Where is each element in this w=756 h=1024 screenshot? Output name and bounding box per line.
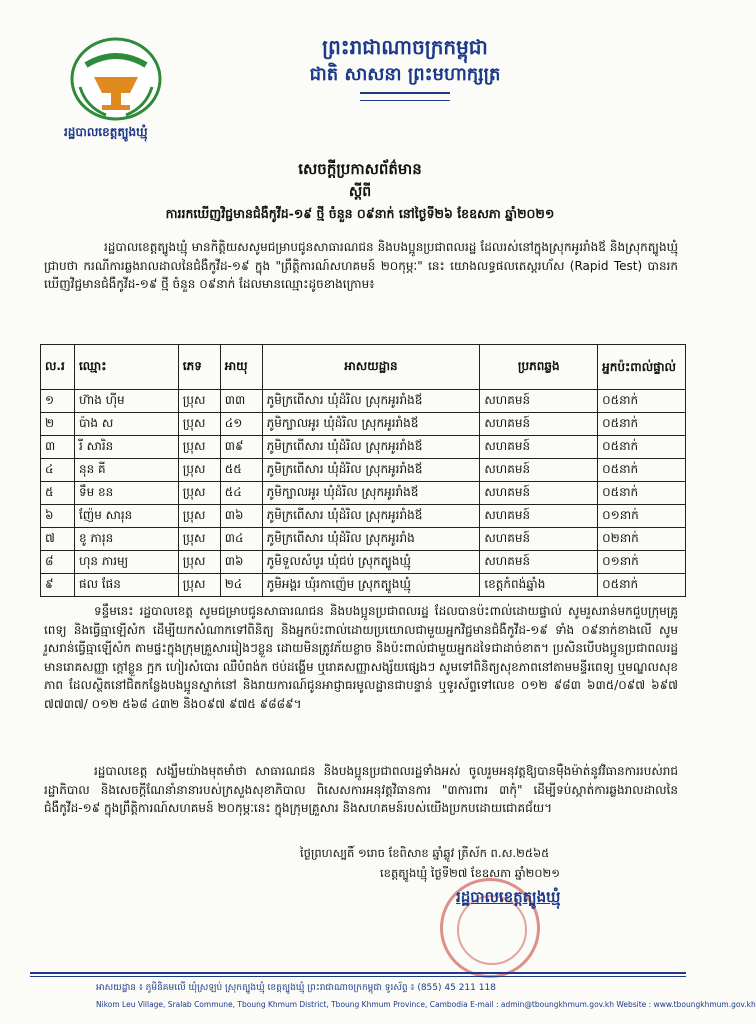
cell-name: ប៉ាង ស — [74, 413, 178, 436]
col-header-name: ឈ្មោះ — [74, 345, 178, 390]
cases-table — [40, 344, 686, 597]
closing-paragraph: រដ្ឋបាលខេត្ត សង្ឃឹមយ៉ាងមុតមាំថា សាធារណជន និងបងប្អូនប្រជាពលរដ្ឋទាំងអស់ ចូលរួមអនុវត្តឱ្យបានម៉ឺងម៉ាត់នូវវិធានការរបស់រាជរដ្ឋាភិបាល និងសេចក្តីណែនាំនានារបស់ក្រសួងសុខាភិបាល ពិសេសការអនុវត្តវិធានការ "៣ការពារ ៣កុំ" ដើម្បីទប់ស្កាត់ការឆ្លងរាលដាលនៃជំងឺកូវីដ-១៩ ក្នុងព្រឹត្តិការណ៍សហគមន៍ ២០កុម្ភៈនេះ ក្នុងក្រុមគ្រួសារ និងសហគមន៍របស់យើងប្រកបដោយជោគជ័យ។ — [44, 764, 678, 815]
cell-sex: ប្រុស — [178, 505, 220, 528]
footer-divider-thin — [30, 976, 686, 977]
cell-no: ២ — [41, 413, 75, 436]
cell-address: ភូមិក្រពើសារ ឃុំដំរិល ស្រុកអូររាំងឪ — [262, 459, 480, 482]
cell-contacts: ០៥នាក់ — [598, 436, 686, 459]
cell-contacts: ០៥នាក់ — [598, 390, 686, 413]
cell-address: ភូមិក្បាលអូរ ឃុំដំរិល ស្រុកអូររាំងឪ — [262, 482, 480, 505]
cell-address: ភូមិក្រពើសារ ឃុំដំរិល ស្រុកអូររាំងឪ — [262, 390, 480, 413]
cell-source: សហគមន៍ — [480, 390, 598, 413]
cell-sex: ប្រុស — [178, 574, 220, 597]
national-motto: ជាតិ សាសនា ព្រះមហាក្សត្រ — [309, 64, 501, 85]
table-header-row — [41, 345, 686, 390]
cell-contacts: ០៥នាក់ — [598, 459, 686, 482]
document-title: សេចក្តីប្រកាសព័ត៌មាន — [298, 160, 422, 178]
footer-address-en: Nikom Leu Village, Sralab Commune, Tboung Khmum District, Tboung Khmum Province, Cambodia E-mail : admin@tboungkhmum.gov.kh Website : www.tboungkhmum.gov.kh — [96, 1000, 756, 1009]
intro-paragraph: រដ្ឋបាលខេត្តត្បូងឃ្មុំ មានកិត្តិយសសូមជម្រាបជូនសាធារណជន និងបងប្អូនប្រជាពលរដ្ឋ ដែលរស់នៅក្នុងស្រុកអូររាំងឪ និងស្រុកត្បូងឃ្មុំ ជ្រាបថា ករណីការឆ្លងរាលដាលនៃជំងឺកូវីដ-១៩ ក្នុង "ព្រឹត្តិការណ៍សហគមន៍ ២០កុម្ភៈ" នេះ យោងលទ្ធផលតេស្តរហ័ស (Rapid Test) បានរកឃើញវិជ្ជមានជំងឺកូវីដ-១៩ ថ្មី ចំនួន ០៩នាក់ ដែលមានឈ្មោះដូចខាងក្រោម៖ — [44, 240, 678, 291]
cell-sex: ប្រុស — [178, 413, 220, 436]
cell-source: សហគមន៍ — [480, 482, 598, 505]
cell-address: ភូមិក្រពើសារ ឃុំដំរិល ស្រុកអូររាំងឪ — [262, 436, 480, 459]
cell-address: ភូមិក្បាលអូរ ឃុំដំរិល ស្រុកអូររាំងឪ — [262, 413, 480, 436]
col-header-sex: ភេទ — [178, 345, 220, 390]
cell-source: ខេត្តកំពង់ឆ្នាំង — [480, 574, 598, 597]
table-row — [41, 436, 686, 459]
cell-no: ៣ — [41, 436, 75, 459]
solar-date: ខេត្តត្បូងឃ្មុំ ថ្ងៃទី២៧ ខែឧសភា ឆ្នាំ២០២១ — [380, 866, 560, 880]
cell-address: ភូមិក្រពើសារ ឃុំដំរិល ស្រុកអូររាំង — [262, 528, 480, 551]
cell-sex: ប្រុស — [178, 528, 220, 551]
table-row — [41, 482, 686, 505]
cell-sex: ប្រុស — [178, 482, 220, 505]
cell-age: ២៤ — [220, 574, 262, 597]
col-header-contacts: អ្នកប៉ះពាល់ផ្ទាល់ — [598, 345, 686, 390]
footer-divider — [30, 972, 686, 974]
cell-name: ហុន ភារម្យ — [74, 551, 178, 574]
cell-name: រី សារិន — [74, 436, 178, 459]
cell-contacts: ០៥នាក់ — [598, 413, 686, 436]
col-header-no: ល.រ — [41, 345, 75, 390]
cell-age: ៣៦ — [220, 505, 262, 528]
header-ornament — [360, 92, 450, 101]
cell-sex: ប្រុស — [178, 459, 220, 482]
cell-age: ៣៤ — [220, 528, 262, 551]
table-row — [41, 413, 686, 436]
cell-age: ៣៩ — [220, 436, 262, 459]
cell-contacts: ០៥នាក់ — [598, 482, 686, 505]
cell-sex: ប្រុស — [178, 436, 220, 459]
document-topic: ការរកឃើញវិជ្ជមានជំងឺកូវីដ-១៩ ថ្មី ចំនួន ០៩នាក់ នៅថ្ងៃទី២៦ ខែឧសភា ឆ្នាំ២០២១ — [165, 206, 555, 221]
table-row — [41, 551, 686, 574]
cell-no: ៦ — [41, 505, 75, 528]
cell-address: ភូមិទួលសំបូរ ឃុំជប់ ស្រុកត្បូងឃ្មុំ — [262, 551, 480, 574]
cell-address: ភូមិក្រពើសារ ឃុំដំរិល ស្រុកអូររាំងឪ — [262, 505, 480, 528]
cell-age: ៥៤ — [220, 482, 262, 505]
lunar-date: ថ្ងៃព្រហស្បតិ៍ ១រោច ខែពិសាខ ឆ្នាំឆ្លូវ ត្រីស័ក ព.ស.២៥៦៥ — [300, 846, 550, 860]
cell-age: ៤១ — [220, 413, 262, 436]
logo-caption: រដ្ឋបាលខេត្តត្បូងឃ្មុំ — [64, 125, 148, 139]
col-header-source: ប្រភពឆ្លង — [480, 345, 598, 390]
cell-no: ៤ — [41, 459, 75, 482]
cell-sex: ប្រុស — [178, 551, 220, 574]
document-subtitle: ស្តីពី — [348, 184, 372, 200]
col-header-address: អាសយដ្ឋាន — [262, 345, 480, 390]
table-row — [41, 528, 686, 551]
cell-contacts: ០១នាក់ — [598, 505, 686, 528]
cell-name: ផល ផែន — [74, 574, 178, 597]
cell-name: ញ៉ែម សារុន — [74, 505, 178, 528]
cell-source: សហគមន៍ — [480, 505, 598, 528]
cell-source: សហគមន៍ — [480, 551, 598, 574]
cell-no: ១ — [41, 390, 75, 413]
cell-no: ៨ — [41, 551, 75, 574]
cell-age: ៣៣ — [220, 390, 262, 413]
cell-no: ៥ — [41, 482, 75, 505]
signature-organization: រដ្ឋបាលខេត្តត្បូងឃ្មុំ — [456, 888, 561, 906]
cell-source: សហគមន៍ — [480, 528, 598, 551]
cell-age: ៣៦ — [220, 551, 262, 574]
cell-source: សហគមន៍ — [480, 459, 598, 482]
cell-name: ហ៊ាង ហ៊ីម — [74, 390, 178, 413]
cell-name: ទឹម ខន — [74, 482, 178, 505]
table-row — [41, 505, 686, 528]
cell-address: ភូមិអង្គរ ឃុំរកាញ៉េម ស្រុកត្បូងឃ្មុំ — [262, 574, 480, 597]
table-row — [41, 390, 686, 413]
cell-no: ៧ — [41, 528, 75, 551]
instruction-paragraph: ទន្ទឹមនេះ រដ្ឋបាលខេត្ត សូមជម្រាបជូនសាធារណជន និងបងប្អូនប្រជាពលរដ្ឋ ដែលបានប៉ះពាល់ដោយផ្ទាល់ សូមរួសរាន់មកជួបក្រុមគ្រូពេទ្យ និងធ្វើធ្មាឡើសំក ដើម្បីយកសំណាកទៅពិនិត្យ និងអ្នកប៉ះពាល់ដោយប្រយោលជាមួយអ្នកវិជ្ជមានជំងឺកូវីដ-១៩ ទាំង ០៩នាក់ខាងលើ សូមរួសរាន់ធ្វើធ្មាឡើសំក តាមផ្ទះក្នុងក្រុមគ្រួសាររៀងៗខ្លួន ដោយមិនត្រូវភ័យខ្លាច និងប៉ះពាល់ជាមួយអ្នកដទៃជាដាច់ខាត។ ប្រសិនបើបងប្អូនប្រជាពលរដ្ឋមានរោគសញ្ញា ក្តៅខ្លួន ក្អក ហៀរសំបោរ ឈឺបំពង់ក ថប់ដង្ហើម ឬរោគសញ្ញាសង្ស័យផ្សេងៗ សូមទៅពិនិត្យសុខភាពនៅតាមមន្ទីរពេទ្យ ឬមណ្ឌលសុខភាព ដែលស្ថិតនៅជិតកន្លែងបងប្អូនស្នាក់នៅ និងរាយការណ៍ជូនអាជ្ញាធរមូលដ្ឋានជាបន្ទាន់ ឬទូរស័ព្ទទៅលេខ ០១២ ៩៨៣ ៦៣៥/០៩៧ ៦៩៧ ៧៧៣៧/ ០១២ ៥៦៨ ៤៣២ និង០៩៧ ៩៧៥ ៩៨៨៩។ — [44, 604, 678, 711]
footer-address-kh: អាសយដ្ឋាន ៖ ភូមិនិគមលើ ឃុំស្រឡប់ ស្រុកត្បូងឃ្មុំ ខេត្តត្បូងឃ្មុំ ព្រះរាជាណាចក្រកម្ពុជា ទូរស័ព្ទ ៖ (855) 45 211 118 — [96, 983, 496, 993]
table-row — [41, 459, 686, 482]
provincial-logo — [66, 35, 166, 123]
cell-contacts: ០៥នាក់ — [598, 574, 686, 597]
kingdom-heading: ព្រះរាជាណាចក្រកម្ពុជា — [322, 35, 488, 59]
cell-age: ៥៥ — [220, 459, 262, 482]
cell-no: ៩ — [41, 574, 75, 597]
cell-contacts: ០១នាក់ — [598, 551, 686, 574]
cell-contacts: ០២នាក់ — [598, 528, 686, 551]
table-row — [41, 574, 686, 597]
col-header-age: អាយុ — [220, 345, 262, 390]
cell-name: ខូ ភារុន — [74, 528, 178, 551]
cell-source: សហគមន៍ — [480, 436, 598, 459]
cell-source: សហគមន៍ — [480, 413, 598, 436]
cell-sex: ប្រុស — [178, 390, 220, 413]
cell-name: នុន គី — [74, 459, 178, 482]
